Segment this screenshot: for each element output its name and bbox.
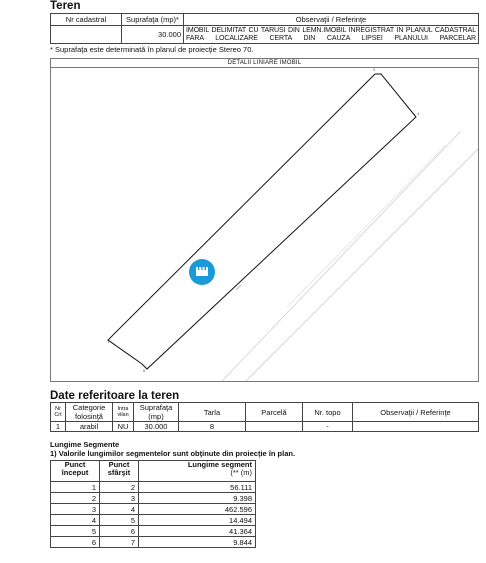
cell-intra: NU: [113, 422, 134, 432]
cell-cadastral: [51, 26, 122, 44]
table-row: [51, 526, 256, 537]
segments-body: [51, 482, 256, 548]
cell-area2: 30.000: [134, 422, 179, 432]
plan-frame: [50, 58, 479, 382]
date-teren-table: [50, 402, 479, 432]
segment-start: 4: [51, 515, 100, 526]
teren-title: Teren: [50, 0, 81, 12]
header-nr: Nr Crt: [51, 403, 66, 422]
header-start: Punct început: [51, 461, 100, 482]
segment-end: 6: [100, 526, 139, 537]
segments-title: Lungime Segmente: [50, 440, 120, 449]
svg-text:1: 1: [107, 339, 110, 344]
segment-end: 7: [100, 537, 139, 548]
cell-category: arabil: [66, 422, 113, 432]
segment-start: 6: [51, 537, 100, 548]
segment-start: 1: [51, 482, 100, 493]
segment-length: 56.111: [139, 482, 256, 493]
svg-text:3: 3: [373, 67, 376, 72]
cell-nr: 1: [51, 422, 66, 432]
header-area: Suprafaţa (mp)*: [122, 14, 184, 26]
segment-end: 3: [100, 493, 139, 504]
neighbour-parcel: [222, 131, 478, 381]
header-end: Punct sfârşit: [100, 461, 139, 482]
plan-title: DETALII LINIARE IMOBIL: [51, 59, 478, 68]
header-cadastral: Nr cadastral: [51, 14, 122, 26]
segments-table: [50, 460, 256, 548]
segment-length: 9.398: [139, 493, 256, 504]
table-row: [51, 493, 256, 504]
map-marker-icon[interactable]: [189, 259, 215, 285]
segment-end: 2: [100, 482, 139, 493]
header-category: Categorie folosinţă: [66, 403, 113, 422]
segment-start: 2: [51, 493, 100, 504]
header-length: [139, 461, 256, 482]
table-row: [51, 504, 256, 515]
cell-area: 30.000: [122, 26, 184, 44]
segment-length: 462.596: [139, 504, 256, 515]
segment-length: 9.844: [139, 537, 256, 548]
header-length-label: Lungime segment: [187, 460, 252, 469]
header-tarla: Tarla: [179, 403, 246, 422]
segment-start: 3: [51, 504, 100, 515]
teren-footnote: * Suprafaţa este determinată în planul de proiecţie Stereo 70.: [50, 45, 254, 54]
cell-parcela: [246, 422, 303, 432]
segment-end: 4: [100, 504, 139, 515]
svg-text:6: 6: [143, 368, 146, 373]
table-row: [51, 482, 256, 493]
parcel-drawing: [51, 59, 478, 381]
parcel-outline: [108, 74, 416, 369]
header-parcela: Parcelă: [246, 403, 303, 422]
marker-glyph: [189, 259, 215, 285]
table-row: [51, 515, 256, 526]
header-intra: Intra vilan: [113, 403, 134, 422]
cell-notes2: [353, 422, 479, 432]
date-teren-title: Date referitoare la teren: [50, 390, 180, 402]
segment-end: 5: [100, 515, 139, 526]
segment-length: 14.494: [139, 515, 256, 526]
header-area2: Suprafaţa (mp): [134, 403, 179, 422]
cell-notes: IMOBIL DELIMITAT CU TARUSI DIN LEMN.IMOBIL INREGISTRAT IN PLANUL CADASTRAL FARA LOCALIZARE CERTA DIN CAUZA LIPSEI PLANULUI PARCELAR: [184, 26, 479, 44]
header-notes2: Observaţii / Referinţe: [353, 403, 479, 422]
header-topo: Nr. topo: [303, 403, 353, 422]
svg-text:4: 4: [417, 111, 420, 116]
teren-table: [50, 13, 479, 44]
segments-subtitle: 1) Valorile lungimilor segmentelor sunt obţinute din proiecţie în plan.: [50, 449, 296, 458]
segment-start: 5: [51, 526, 100, 537]
header-notes: Observaţii / Referinţe: [184, 14, 479, 26]
header-length-unit: (** (m): [230, 468, 252, 477]
segment-length: 41.364: [139, 526, 256, 537]
table-row: [51, 537, 256, 548]
cell-tarla: 8: [179, 422, 246, 432]
cell-topo: -: [303, 422, 353, 432]
